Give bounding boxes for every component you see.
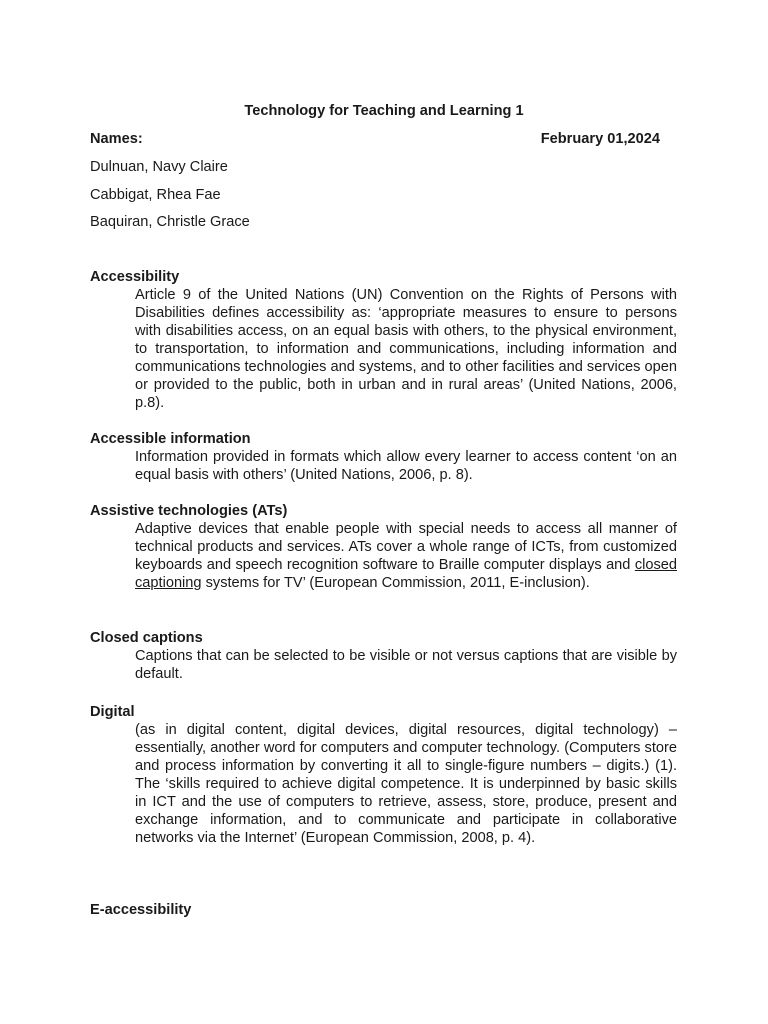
section-assistive-technologies (90, 502, 677, 592)
section-closed-captions (90, 629, 677, 683)
author-name: Baquiran, Christle Grace (90, 214, 250, 230)
section-heading: Accessible information (90, 431, 251, 447)
section-heading: E-accessibility (90, 902, 192, 918)
document-date: February 01,2024 (540, 131, 660, 147)
section-body: (as in digital content, digital devices, digital resources, digital technology) – essentially, another word for computers and computer technology. (Computers store and process information by converting it all to single-figure numbers – digits.) (1). The ‘skills required to achieve digital competence. It is underpinned by basic skills in ICT and the use of computers to retrieve, assess, store, produce, present and exchange information, and to communicate and participate in collaborative networks via the Internet’ (European Commission, 2008, p. 4). (135, 722, 677, 846)
author-name: Cabbigat, Rhea Fae (90, 187, 221, 203)
section-body: Information provided in formats which allow every learner to access content ‘on an equal basis with others’ (United Nations, 2006, p. 8). (135, 449, 677, 483)
section-heading: Closed captions (90, 630, 203, 646)
section-heading: Accessibility (90, 269, 180, 285)
body-text: Adaptive devices that enable people with special needs to access all manner of technical products and services. ATs cover a whole range of ICTs, from customized keyboards and speech recognition software to Braille computer displays and (135, 521, 677, 573)
document-title: Technology for Teaching and Learning 1 (244, 103, 524, 119)
section-body: Article 9 of the United Nations (UN) Convention on the Rights of Persons with Disabilities defines accessibility as: ‘appropriate measures to ensure to persons with disabilities access, on an equal basis with others, to the physical environment, to transportation, to information and communications, including information and communications technologies and systems, and to other facilities and services open or provided to the public, both in urban and in rural areas’ (United Nations, 2006, p.8). (135, 287, 677, 411)
section-accessible-information (90, 430, 677, 484)
section-digital (90, 703, 677, 847)
body-text: systems for TV’ (European Commission, 2011, E-inclusion). (201, 575, 590, 591)
names-header-row (90, 130, 660, 148)
section-body: Captions that can be selected to be visible or not versus captions that are visible by default. (135, 648, 677, 682)
author-name: Dulnuan, Navy Claire (90, 159, 228, 175)
section-heading: Assistive technologies (ATs) (90, 503, 288, 519)
section-e-accessibility (90, 901, 677, 919)
names-label: Names: (90, 131, 143, 147)
section-heading: Digital (90, 704, 135, 720)
closed-captioning-link[interactable]: closed captioning (135, 557, 677, 591)
section-body (135, 520, 677, 592)
section-accessibility (90, 268, 677, 412)
